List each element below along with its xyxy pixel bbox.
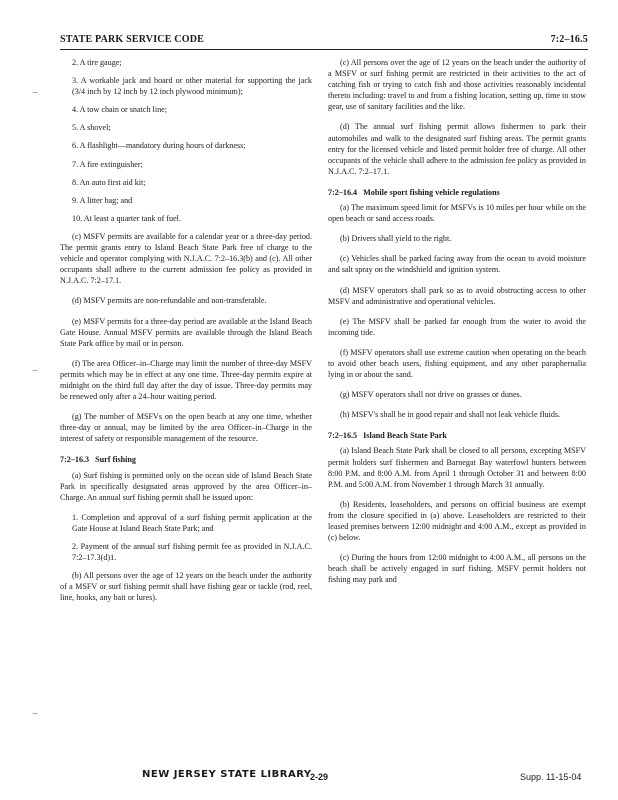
section-number: 7:2–16.3	[60, 455, 90, 465]
paragraph: (b) Drivers shall yield to the right.	[340, 234, 452, 244]
running-header	[60, 34, 588, 48]
paragraph: (a) Surf fishing is permitted only on the ocean side of Island Beach State Park in specifically designated areas approved by the area Officer–in–Charge. An annual surf fishing permit shall be issued upon:	[60, 470, 312, 502]
paragraph: (g) MSFV operators shall not drive on grasses or dunes.	[340, 390, 522, 400]
right-column	[328, 57, 586, 594]
list-item: 8. An auto first aid kit;	[72, 177, 146, 187]
margin-mark: ⌣	[32, 365, 38, 375]
paragraph: (d) The annual surf fishing permit allows fishermen to park their automobiles and walk to the designated surf fishing areas. The permit grants entry for the licensed vehicle and listed permit holder free of charge. All other occupants of the vehicle shall adhere to the admission fee policy as provided in N.J.A.C. 7:2–17.1.	[328, 122, 586, 176]
paragraph: (c) MSFV permits are available for a calendar year or a three-day period. The permit grants entry to Island Beach State Park free of charge to the vehicle and operator complying with N.J.A.C. 7:2–16.3(b) and (c). All other occupants shall adhere to the current admission fee policy as provided in N.J.A.C. 7:2–17.1.	[60, 231, 312, 286]
paragraph: (c) All persons over the age of 12 years on the beach under the authority of a MSFV or surf fishing permit are restricted in their activities to the act of catching fish or trying to catch fish and those activities reasonably incidental thereto including: travel to and from a fishing location, setting up, time to stow gear, use of sanitary facilities and the like.	[328, 58, 586, 112]
list-item: 10. At least a quarter tank of fuel.	[72, 213, 181, 223]
supplement-date: Supp. 11-15-04	[520, 772, 582, 782]
page-number: 2-29	[310, 772, 329, 782]
library-stamp: NEW JERSEY STATE LIBRARY	[142, 769, 312, 780]
paragraph: (e) MSFV permits for a three-day period are available at the Island Beach Gate House. Annual MSFV permits are available through the Island Beach State Park office by mail or in person.	[60, 316, 312, 348]
paragraph: (h) MSFV's shall be in good repair and shall not leak vehicle fluids.	[340, 410, 561, 420]
list-item: 7. A fire extinguisher;	[72, 159, 143, 169]
paragraph: (a) The maximum speed limit for MSFVs is 10 miles per hour while on the open beach or sand access roads.	[328, 203, 586, 224]
section-title: Island Beach State Park	[363, 431, 447, 441]
list-item: 2. Payment of the annual surf fishing permit fee as provided in N.J.A.C. 7:2–17.3(d)1.	[72, 542, 312, 563]
section-heading	[60, 454, 312, 465]
left-column	[60, 57, 312, 612]
list-item: 2. A tire gauge;	[72, 58, 122, 67]
paragraph: (c) During the hours from 12:00 midnight to 4:00 A.M., all persons on the beach shall be actively engaged in surf fishing. MSFV permit holders not fishing may park and	[328, 553, 586, 585]
list-item: 1. Completion and approval of a surf fishing permit application at the Gate House at Island Beach State Park; and	[72, 512, 312, 533]
list-item: 4. A tow chain or snatch line;	[72, 105, 167, 115]
paragraph: (f) MSFV operators shall use extreme caution when operating on the beach to avoid other beach users, fishing equipment, and any other paraphernalia lying in or about the sand.	[328, 347, 586, 380]
paragraph: (c) Vehicles shall be parked facing away from the ocean to avoid moisture and salt spray on the windshield and ignition system.	[328, 254, 586, 275]
paragraph: (d) MSFV permits are non-refundable and non-transferable.	[72, 296, 267, 306]
paragraph: (a) Island Beach State Park shall be closed to all persons, excepting MSFV permit holders surf fishermen and Barnegat Bay waterfowl hunters between 8:00 P.M. and 8:00 A.M. from April 1 through October 31 and between 8:00 P.M. and 5:00 A.M. from November 1 through March 31 annually.	[328, 446, 586, 489]
header-rule	[60, 49, 588, 50]
section-title: Surf fishing	[95, 455, 136, 465]
margin-mark: ⌣	[32, 87, 38, 97]
paragraph: (f) The area Officer–in–Charge may limit the number of three-day MSFV permits which may be in effect at any one time. Three-day permits expire at midnight on the third full day after the day of issue. Three-day permits may be renewed only after a 24–hour waiting period.	[60, 358, 312, 402]
section-heading	[328, 187, 586, 198]
section-title: Mobile sport fishing vehicle regulations	[363, 187, 500, 197]
paragraph: (b) All persons over the age of 12 years on the beach under the authority of a MSFV or surf fishing permit shall have fishing gear or tackle (rod, reel, line, hooks, any bait or lures).	[60, 571, 312, 603]
list-item: 6. A flashlight—mandatory during hours of darkness;	[72, 141, 246, 151]
paragraph: (d) MSFV operators shall park so as to avoid obstructing access to other MSFV and administrative and operational vehicles.	[328, 285, 586, 306]
header-title: STATE PARK SERVICE CODE	[60, 34, 204, 45]
paragraph: (b) Residents, leaseholders, and persons on official business are exempt from the closure specified in (a) above. Leaseholders are restricted to their leased premises between 12:00 midnight and 4:00 A.M., except as provided in (c) below.	[328, 499, 586, 543]
margin-mark: ⌣	[32, 708, 38, 718]
paragraph: (e) The MSFV shall be parked far enough from the water to avoid the incoming tide.	[328, 316, 586, 337]
header-section: 7:2–16.5	[550, 34, 588, 45]
section-number: 7:2–16.4	[328, 187, 358, 197]
section-number: 7:2–16.5	[328, 431, 358, 441]
list-item: 5. A shovel;	[72, 123, 111, 133]
paragraph: (g) The number of MSFVs on the open beach at any one time, whether three-day or annual, may be limited by the area Officer–in–Charge in the interest of safety or responsible management of the resource.	[60, 412, 312, 444]
list-item: 9. A litter bag; and	[72, 195, 133, 205]
list-item: 3. A workable jack and board or other material for supporting the jack (3/4 inch by 12 inch by 12 inch plywood minimum);	[72, 76, 312, 97]
section-heading	[328, 430, 586, 441]
